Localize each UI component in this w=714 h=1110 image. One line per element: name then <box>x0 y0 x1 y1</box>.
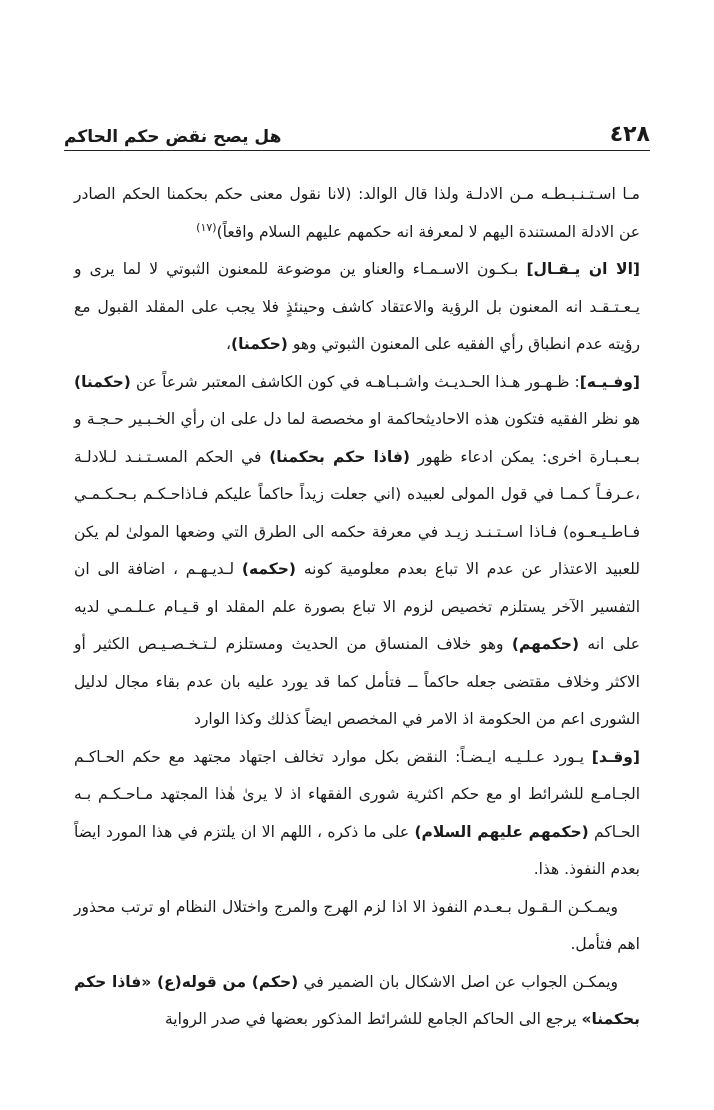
paragraph-2-text-b: ، <box>225 335 231 353</box>
paragraph-1-text: مـا اسـتـنـبـطـه مـن الادلـة ولذا قال الوالد: (لانا نقول معنى حكم بحكمنا الحكم الصادر عن الادلة المستندة اليهم لا لمعرفة انه حكمهم عليهم السلام واقعاً) <box>74 185 640 241</box>
paragraph-3-text-c: في الحكم المسـتـنـد لـلادلـة ،عـرفـاً كـمـا في قول المولى لعبيده (اني جعلت زيداً حاكماً عليكم فـاذاحـكـم بـحـكـمـي فـاطـيـعـوه) فـاذا اسـتـنـد زيـد في معرفة حكمه الى الطرق التي وضعها المولىٰ لم يكن للعبيد الاعتذار عن عدم الا تباع بعدم معلومية كونه <box>74 447 640 578</box>
footnote-ref-17: (١٧) <box>196 220 217 234</box>
paragraph-3-text-d: لـديـهـم ، اضافة الى ان التفسير الآخر يستلزم تخصيص لزوم الا تباع بصورة علم المقلد او قـيـام عـلـمـي لديه على انه <box>74 560 640 653</box>
paragraph-4-lead: [وقـد] <box>591 747 640 766</box>
paragraph-6 <box>74 964 640 1039</box>
paragraph-4-bold: (حكمهم عليهم السلام) <box>414 822 589 841</box>
paragraph-6-bold-2: من قوله(ع) «فاذا حكم بحكمنا» <box>74 972 640 1028</box>
paragraph-4-text-b: على ما ذكره ، اللهم الا ان يلتزم في هذا المورد ايضاً بعدم النفوذ. هذا. <box>74 822 640 878</box>
page-number: ٤٢٨ <box>609 122 650 147</box>
paragraph-3-bold-1: (حكمنا) <box>74 372 131 391</box>
paragraph-3-text-e: وهو خلاف المنساق من الحديث ومستلزم لـتـخـصـيـص الكثير أو الاكثر وخلاف مقتضى جعله حاكماً ــ فتأمل كما قد يورد عليه بان عدم بقاء مجال لدليل الشورى اعم من الحكومة اذ الامر في المخصص ايضاً كذلك وكذا الوارد <box>74 635 640 728</box>
paragraph-3-bold-2: (فاذا حكم بحكمنا) <box>269 447 410 466</box>
page-header <box>64 112 650 146</box>
paragraph-6-bold-1: (حكم) <box>251 972 299 991</box>
paragraph-3-text-a: : ظـهـور هـذا الحـديـث واشـبـاهـه في كون الكاشف المعتبر شرعاً عن <box>130 372 580 391</box>
paragraph-5 <box>74 889 640 964</box>
paragraph-6-text-a: ويمكـن الجواب عن اصل الاشكال بان الضمير في <box>298 972 618 991</box>
body-text <box>74 176 640 1110</box>
paragraph-3-bold-4: (حكمهم) <box>511 635 580 653</box>
paragraph-3-bold-3: (حكمه) <box>241 560 297 578</box>
paragraph-5-text: ويمـكـن الـقـول بـعـدم النفوذ الا اذا لزم الهرج والمرج واختلال النظام او ترتب محذور اهم فتأمل. <box>74 897 640 953</box>
paragraph-4 <box>74 739 640 889</box>
paragraph-6-text-b: يرجع الى الحاكم الجامع للشرائط المذكور بعضها في صدر الرواية <box>164 1010 582 1028</box>
paragraph-1 <box>74 176 640 251</box>
paragraph-2 <box>74 251 640 364</box>
header-rule <box>64 150 650 151</box>
paragraph-3-lead: [وفـيـه] <box>579 372 640 391</box>
paragraph-3 <box>74 364 640 739</box>
paragraph-2-lead: [الا ان يـقـال] <box>526 260 640 278</box>
paragraph-3-text-b: هو نظر الفقيه فتكون هذه الاحاديثحاكمة او مخصصة لما دل على ان رأي الخـبـير حـجـة و بـعـبـارة اخرى: يمكن ادعاء ظهور <box>74 410 640 466</box>
paragraph-2-bold: (حكمنا) <box>230 335 288 353</box>
paragraph-2-text-a: بـكـون الاسـمـاء والعناو ين موضوعة للمعنون الثبوتي لا لما يرى و يـعـتـقـد انه المعنون بل الرؤية والاعتقاد كاشف وحينئذٍ فلا يجب على المقلد القبول مع رؤيته عدم انطباق رأي الفقيه على المعنون الثبوتي وهو <box>74 260 640 353</box>
running-title: هل يصح نقض حكم الحاكم <box>64 127 282 147</box>
paragraph-4-text-a: يـورد عـلـيـه ايـضـاً: النقض بكل موارد تخالف اجتهاد مجتهد مع حكم الحـاكـم الجـامـع للشرائط او مع حكم اكثرية شورى الفقهاء اذ لا يرىٰ هٰذا المجتهد مـاحـكـم بـه الحـاكم <box>74 747 641 841</box>
